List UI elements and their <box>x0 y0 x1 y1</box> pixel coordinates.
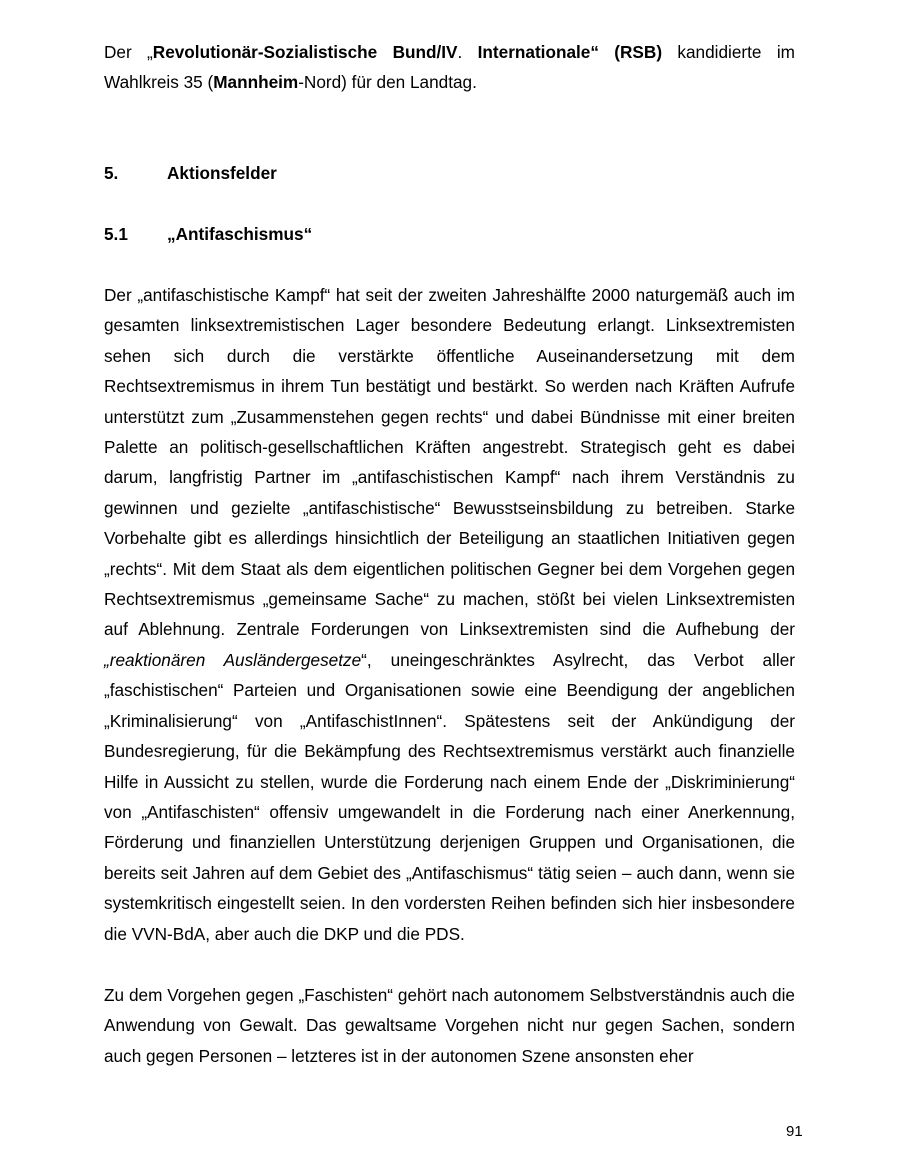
body-paragraph-gewalt <box>104 980 795 1071</box>
page-number: 91 <box>786 1123 803 1140</box>
section-number: 5. <box>104 163 119 183</box>
subsection-title: „Antifaschismus“ <box>167 224 313 244</box>
para1-text-2: “, uneingeschränktes Asylrecht, das Verbot aller „faschistischen“ Parteien und Organisationen sowie eine Beendigung der angeblichen „Kriminalisierung“ von „AntifaschistInnen“. Spätestens seit der Ankündigung der Bundesregierung, für die Bekämpfung des Rechtsextremismus verstärkt auch finanzielle Hilfe in Aussicht zu stellen, wurde die Forderung nach einem Ende der „Diskriminierung“ von „Antifaschisten“ offensiv umgewandelt in die Forderung nach einer Anerkennung, Förderung und finanziellen Unterstützung derjenigen Gruppen und Organisationen, die bereits seit Jahren auf dem Gebiet des „Antifaschismus“ tätig seien – auch dann, wenn sie systemkritisch eingestellt seien. In den vordersten Reihen befinden sich hier insbesondere die VVN-BdA, aber auch die DKP und die PDS. <box>104 649 796 944</box>
section-heading <box>104 161 277 185</box>
subsection-heading <box>104 222 312 246</box>
subsection-number: 5.1 <box>104 224 128 244</box>
para1-text-1: Der „antifaschistische Kampf“ hat seit der zweiten Jahreshälfte 2000 naturgemäß auch im gesamten linksextremistischen Lager besondere Bedeutung erlangt. Linksextremisten sehen sich durch die verstärkte öffentliche Auseinandersetzung mit dem Rechtsextremismus in ihrem Tun bestätigt und bestärkt. So werden nach Kräften Aufrufe unterstützt zum „Zusammenstehen gegen rechts“ und dabei Bündnisse mit einer breiten Palette an politisch-gesellschaftlichen Kräften angestrebt. Strategisch geht es dabei darum, langfristig Partner im „antifaschistischen Kampf“ nach ihrem Verständnis zu gewinnen und gezielte „antifaschistische“ Bewusstseinsbildung zu betreiben. Starke Vorbehalte gibt es allerdings hinsichtlich der Beteiligung an staatlichen Initiativen gegen „rechts“. Mit dem Staat als dem eigentlichen politischen Gegner bei dem Vorgehen gegen Rechtsextremismus „gemeinsame Sache“ zu machen, stößt bei vielen Linksextremisten auf Ablehnung. Zentrale Forderungen von Linksextremisten sind die Aufhebung der <box>104 285 795 640</box>
section-title: Aktionsfelder <box>167 163 277 183</box>
intro-text-1: Der „ <box>104 42 153 62</box>
intro-paragraph <box>104 37 795 98</box>
para1-italic-quote: „reaktionären Ausländergesetze <box>104 649 362 670</box>
intro-bold-mannheim: Mannheim <box>213 72 299 93</box>
body-paragraph-antifaschismus <box>104 280 795 949</box>
intro-text-3: kandidierte im Wahlkreis 35 ( <box>104 42 795 93</box>
para2-text: Zu dem Vorgehen gegen „Faschisten“ gehört nach autonomem Selbstverständnis auch die Anwendung von Gewalt. Das gewaltsame Vorgehen nicht nur gegen Sachen, sondern auch gegen Personen – letzteres ist in der autonomen Szene ansonsten eher <box>104 985 795 1066</box>
intro-text-2: . <box>457 42 478 62</box>
intro-bold-rsb-name: Revolutionär-Sozialistische Bund/IV <box>152 42 458 62</box>
intro-bold-internationale: Internationale“ (RSB) <box>477 42 663 62</box>
intro-text-4: -Nord) für den Landtag. <box>298 72 477 93</box>
